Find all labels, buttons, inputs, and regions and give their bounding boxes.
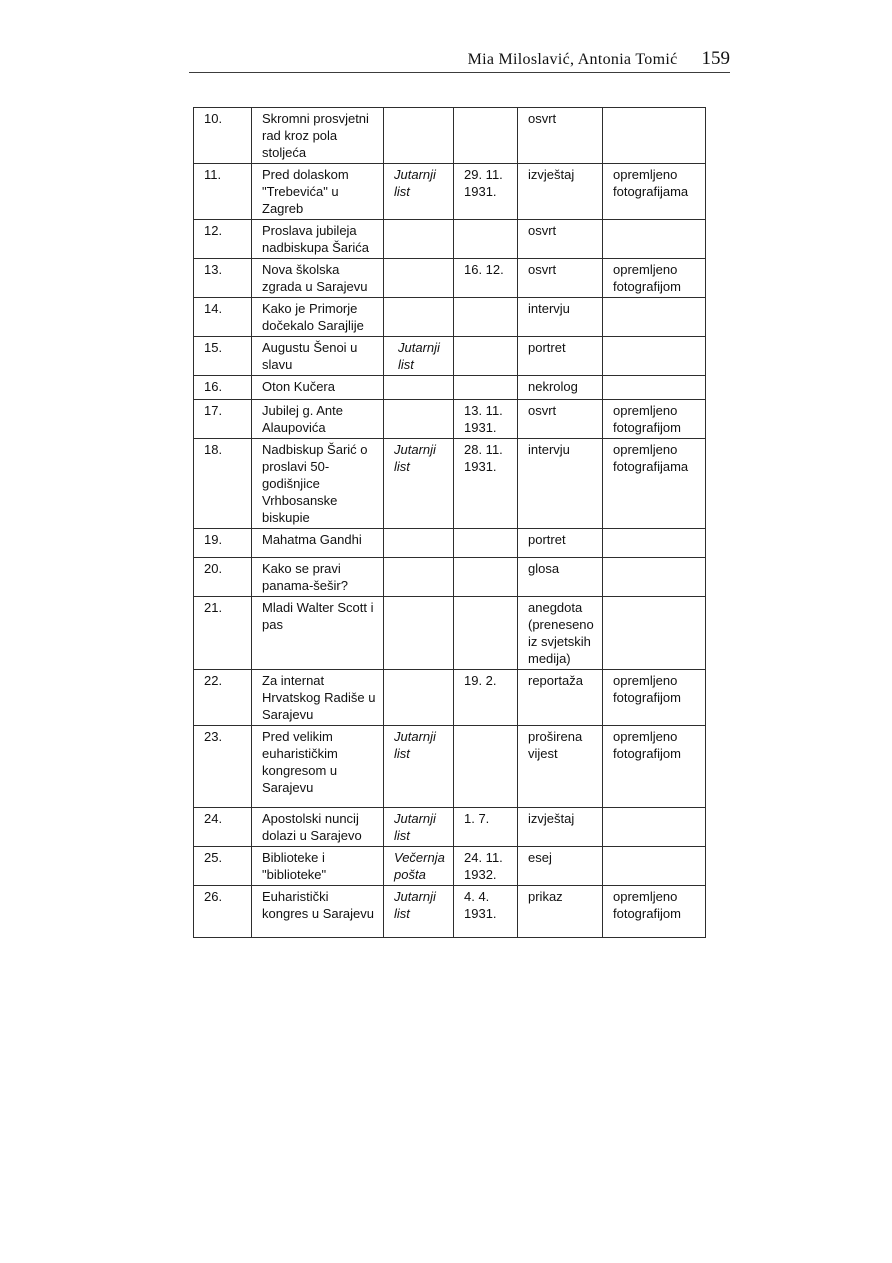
cell-newspaper (384, 220, 454, 259)
cell-notes (603, 847, 706, 886)
cell-title: Mladi Walter Scott i pas (252, 597, 384, 670)
cell-date: 28. 11. 1931. (454, 439, 518, 529)
cell-number: 22. (194, 670, 252, 726)
table-row (194, 298, 706, 337)
cell-title: Augustu Šenoi u slavu (252, 337, 384, 376)
cell-newspaper: Jutarnji list (384, 726, 454, 808)
cell-date (454, 726, 518, 808)
cell-notes: opremljeno fotografijom (603, 400, 706, 439)
cell-date: 1. 7. (454, 808, 518, 847)
cell-title: Proslava jubileja nadbiskupa Šarića (252, 220, 384, 259)
cell-number: 17. (194, 400, 252, 439)
cell-newspaper (384, 259, 454, 298)
cell-notes (603, 108, 706, 164)
cell-genre: osvrt (518, 259, 603, 298)
cell-genre: proširena vijest (518, 726, 603, 808)
cell-number: 13. (194, 259, 252, 298)
cell-notes: opremljeno fotografijom (603, 726, 706, 808)
cell-genre: osvrt (518, 108, 603, 164)
cell-title: Pred dolaskom "Trebevića" u Zagreb (252, 164, 384, 220)
table-row (194, 529, 706, 558)
table-row (194, 847, 706, 886)
cell-notes (603, 376, 706, 400)
table-row (194, 558, 706, 597)
cell-newspaper (384, 529, 454, 558)
cell-date: 13. 11. 1931. (454, 400, 518, 439)
cell-number: 14. (194, 298, 252, 337)
cell-date (454, 337, 518, 376)
cell-title: Nova školska zgrada u Sarajevu (252, 259, 384, 298)
cell-genre: osvrt (518, 400, 603, 439)
cell-newspaper: Jutarnji list (384, 337, 454, 376)
cell-notes (603, 558, 706, 597)
cell-number: 19. (194, 529, 252, 558)
cell-genre: portret (518, 337, 603, 376)
header-rule (189, 72, 730, 73)
cell-title: Mahatma Gandhi (252, 529, 384, 558)
cell-notes (603, 220, 706, 259)
articles-table (193, 107, 706, 938)
cell-title: Euharistički kongres u Sarajevu (252, 886, 384, 938)
cell-title: Nadbiskup Šarić o proslavi 50-godišnjice Vrhbosanske biskupie (252, 439, 384, 529)
cell-notes: opremljeno fotografijom (603, 670, 706, 726)
cell-date: 16. 12. (454, 259, 518, 298)
cell-number: 20. (194, 558, 252, 597)
cell-newspaper (384, 597, 454, 670)
cell-title: Jubilej g. Ante Alaupovića (252, 400, 384, 439)
cell-date: 29. 11. 1931. (454, 164, 518, 220)
cell-newspaper: Jutarnji list (384, 439, 454, 529)
table-row (194, 439, 706, 529)
cell-genre: intervju (518, 439, 603, 529)
cell-number: 26. (194, 886, 252, 938)
cell-genre: prikaz (518, 886, 603, 938)
cell-newspaper (384, 558, 454, 597)
cell-newspaper: Jutarnji list (384, 886, 454, 938)
cell-title: Kako je Primorje dočekalo Sarajlije (252, 298, 384, 337)
cell-date (454, 298, 518, 337)
cell-number: 24. (194, 808, 252, 847)
cell-number: 10. (194, 108, 252, 164)
cell-title: Skromni prosvjetni rad kroz pola stoljeća (252, 108, 384, 164)
cell-notes: opremljeno fotografijom (603, 259, 706, 298)
cell-genre: glosa (518, 558, 603, 597)
cell-number: 12. (194, 220, 252, 259)
cell-notes (603, 529, 706, 558)
cell-newspaper (384, 376, 454, 400)
cell-date: 24. 11. 1932. (454, 847, 518, 886)
cell-genre: portret (518, 529, 603, 558)
cell-notes: opremljeno fotografijom (603, 886, 706, 938)
cell-newspaper (384, 108, 454, 164)
table-row (194, 670, 706, 726)
cell-notes: opremljeno fotografijama (603, 164, 706, 220)
cell-newspaper (384, 400, 454, 439)
cell-genre: izvještaj (518, 164, 603, 220)
cell-genre: anegdota (preneseno iz svjetskih medija) (518, 597, 603, 670)
table-row (194, 400, 706, 439)
table-row (194, 220, 706, 259)
cell-date (454, 597, 518, 670)
cell-title: Kako se pravi panama-šešir? (252, 558, 384, 597)
cell-number: 23. (194, 726, 252, 808)
cell-title: Oton Kučera (252, 376, 384, 400)
cell-genre: izvještaj (518, 808, 603, 847)
cell-newspaper: Jutarnji list (384, 164, 454, 220)
table-row (194, 597, 706, 670)
cell-number: 18. (194, 439, 252, 529)
cell-number: 25. (194, 847, 252, 886)
cell-date: 4. 4. 1931. (454, 886, 518, 938)
cell-date: 19. 2. (454, 670, 518, 726)
table-row (194, 337, 706, 376)
table-row (194, 376, 706, 400)
cell-title: Za internat Hrvatskog Radiše u Sarajevu (252, 670, 384, 726)
authors: Mia Miloslavić, Antonia Tomić (467, 51, 678, 68)
cell-notes: opremljeno fotografijama (603, 439, 706, 529)
table-row (194, 108, 706, 164)
cell-date (454, 220, 518, 259)
cell-newspaper (384, 670, 454, 726)
cell-date (454, 529, 518, 558)
cell-genre: intervju (518, 298, 603, 337)
table-row (194, 886, 706, 938)
cell-date (454, 558, 518, 597)
cell-notes (603, 298, 706, 337)
cell-title: Biblioteke i "biblioteke" (252, 847, 384, 886)
page-number: 159 (701, 48, 730, 69)
cell-number: 21. (194, 597, 252, 670)
cell-notes (603, 597, 706, 670)
cell-genre: esej (518, 847, 603, 886)
table-row (194, 726, 706, 808)
cell-genre: osvrt (518, 220, 603, 259)
cell-genre: nekrolog (518, 376, 603, 400)
cell-newspaper: Večernja pošta (384, 847, 454, 886)
cell-number: 15. (194, 337, 252, 376)
cell-date (454, 108, 518, 164)
cell-notes (603, 808, 706, 847)
table-row (194, 259, 706, 298)
table-row (194, 808, 706, 847)
running-header (189, 48, 730, 70)
cell-newspaper: Jutarnji list (384, 808, 454, 847)
table-row (194, 164, 706, 220)
cell-title: Apostolski nuncij dolazi u Sarajevo (252, 808, 384, 847)
cell-title: Pred velikim euharističkim kongresom u Sarajevu (252, 726, 384, 808)
cell-newspaper (384, 298, 454, 337)
cell-date (454, 376, 518, 400)
cell-genre: reportaža (518, 670, 603, 726)
cell-number: 11. (194, 164, 252, 220)
cell-notes (603, 337, 706, 376)
cell-number: 16. (194, 376, 252, 400)
